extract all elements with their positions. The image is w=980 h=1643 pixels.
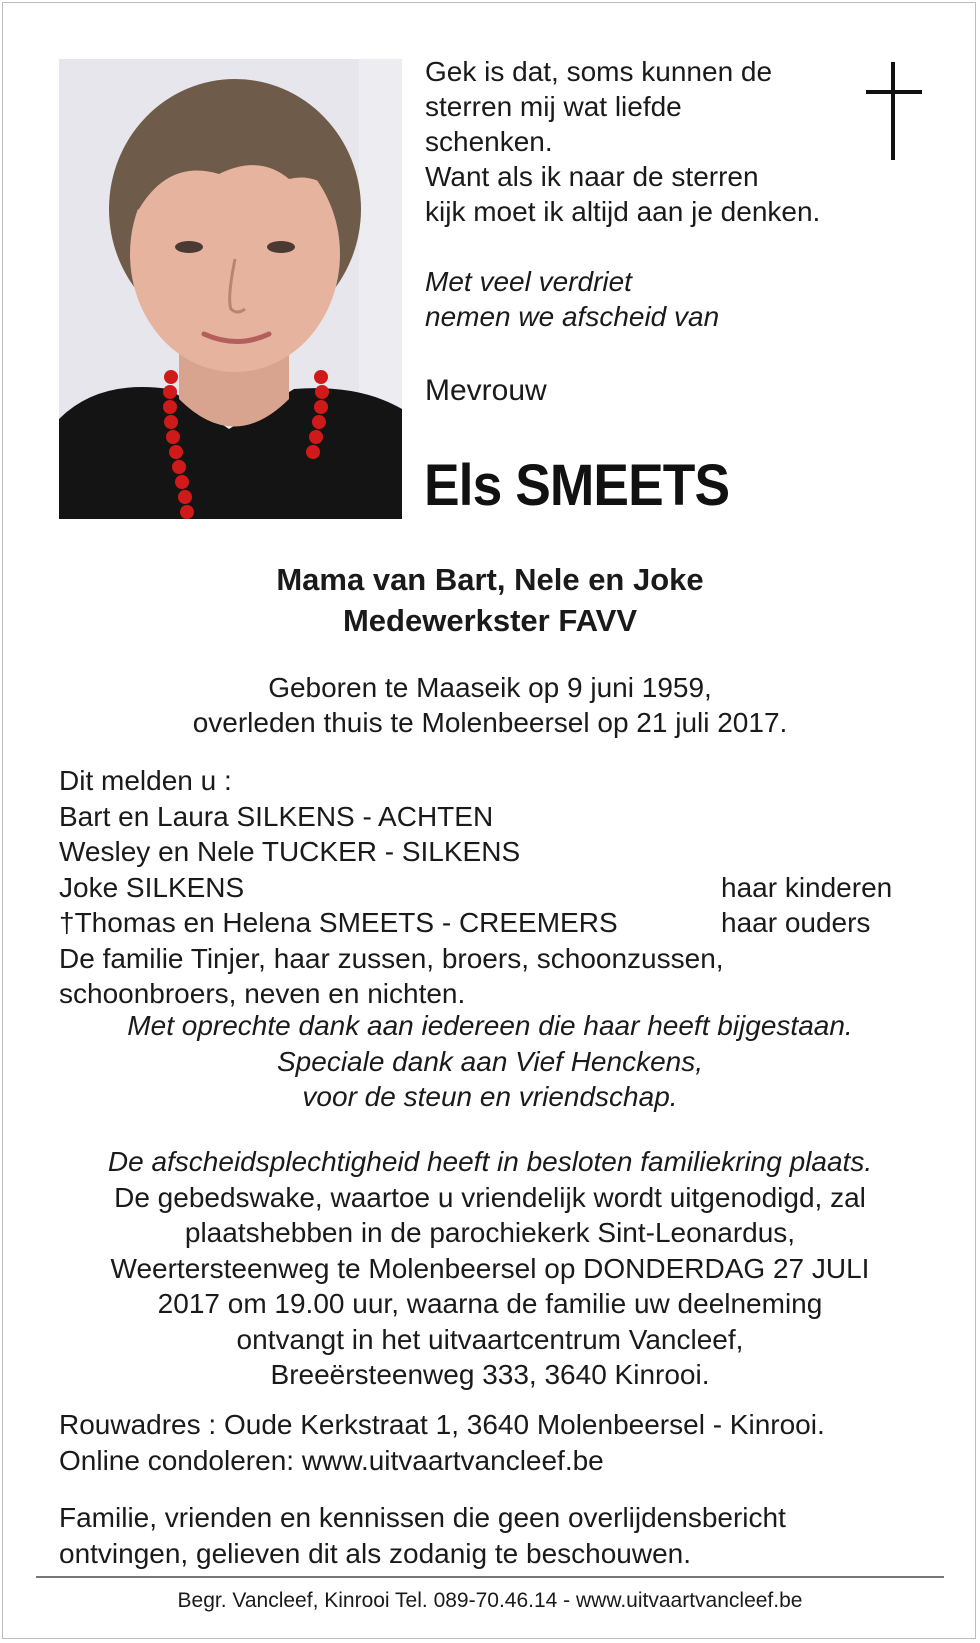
thanks-line: Speciale dank aan Vief Henckens, (277, 1045, 703, 1077)
birth-death-dates (0, 670, 980, 740)
notice-line: ontvingen, gelieven dit als zodanig te beschouwen. (59, 1537, 691, 1569)
family-names: Joke SILKENS (59, 871, 245, 903)
family-row (59, 799, 919, 835)
family-list (59, 763, 919, 1012)
mourning-address: Rouwadres : Oude Kerkstraat 1, 3640 Molenbeersel - Kinrooi. (59, 1409, 825, 1440)
death-line: overleden thuis te Molenbeersel op 21 juli 2017. (192, 707, 788, 738)
ceremony-line: plaatshebben in de parochiekerk Sint-Leonardus, (184, 1217, 796, 1248)
thanks-line: Met oprechte dank aan iedereen die haar heeft bijgestaan. (127, 1010, 853, 1041)
birth-line: Geboren te Maaseik op 9 juni 1959, (268, 672, 712, 703)
poem (425, 54, 885, 334)
footer-credit: Begr. Vancleef, Kinrooi Tel. 089-70.46.14 - www.uitvaartvancleef.be (177, 1589, 803, 1612)
deceased-name: Els SMEETS (424, 453, 730, 518)
family-relation: haar kinderen (721, 871, 893, 903)
family-row (59, 905, 919, 941)
notice-line: Familie, vrienden en kennissen die geen overlijdensbericht (59, 1502, 786, 1533)
role-line: Mama van Bart, Nele en Joke (276, 562, 704, 597)
roles (0, 559, 980, 641)
footer-divider (36, 1576, 944, 1578)
family-row (59, 834, 919, 870)
family-intro: Dit melden u : (59, 765, 232, 796)
ceremony-details (0, 1144, 980, 1393)
family-relation: haar ouders (721, 907, 871, 938)
ceremony-line: De gebedswake, waartoe u vriendelijk wordt uitgenodigd, zal (114, 1181, 866, 1213)
poem-line: Gek is dat, soms kunnen de (425, 56, 773, 87)
thanks-line: voor de steun en vriendschap. (302, 1081, 678, 1112)
portrait-photo (59, 59, 402, 519)
role-line: Medewerkster FAVV (342, 603, 638, 638)
portrait-illustration (59, 59, 402, 519)
honorific: Mevrouw (425, 374, 547, 407)
ceremony-line: Breeërsteenweg 333, 3640 Kinrooi. (270, 1359, 710, 1390)
poem-line: schenken. (425, 126, 553, 157)
address-block (59, 1407, 825, 1478)
family-names: †Thomas en Helena SMEETS - CREEMERS (59, 907, 618, 938)
intro-line: nemen we afscheid van (425, 301, 720, 332)
poem-line: Want als ik naar de sterren (425, 161, 759, 192)
extended-family-line: De familie Tinjer, haar zussen, broers, schoonzussen, (59, 942, 724, 974)
family-names: Bart en Laura SILKENS - ACHTEN (59, 800, 494, 832)
ceremony-line: 2017 om 19.00 uur, waarna de familie uw deelneming (157, 1288, 823, 1319)
poem-line: sterren mij wat liefde (425, 91, 682, 122)
family-names: Wesley en Nele TUCKER - SILKENS (59, 836, 521, 867)
notice-block (59, 1500, 786, 1571)
ceremony-line: ontvangt in het uitvaartcentrum Vancleef, (236, 1323, 744, 1355)
ceremony-line: Weertersteenweg te Molenbeersel op DONDERDAG 27 JULI (110, 1252, 870, 1284)
online-condolence-link[interactable]: Online condoleren: www.uitvaartvancleef.be (59, 1444, 604, 1476)
ceremony-intro: De afscheidsplechtigheid heeft in besloten familiekring plaats. (107, 1146, 873, 1177)
poem-line: kijk moet ik altijd aan je denken. (425, 196, 821, 227)
thanks (0, 1008, 980, 1115)
intro-line: Met veel verdriet (425, 266, 632, 297)
family-row (59, 870, 919, 906)
extended-family-line: schoonbroers, neven en nichten. (59, 978, 466, 1009)
